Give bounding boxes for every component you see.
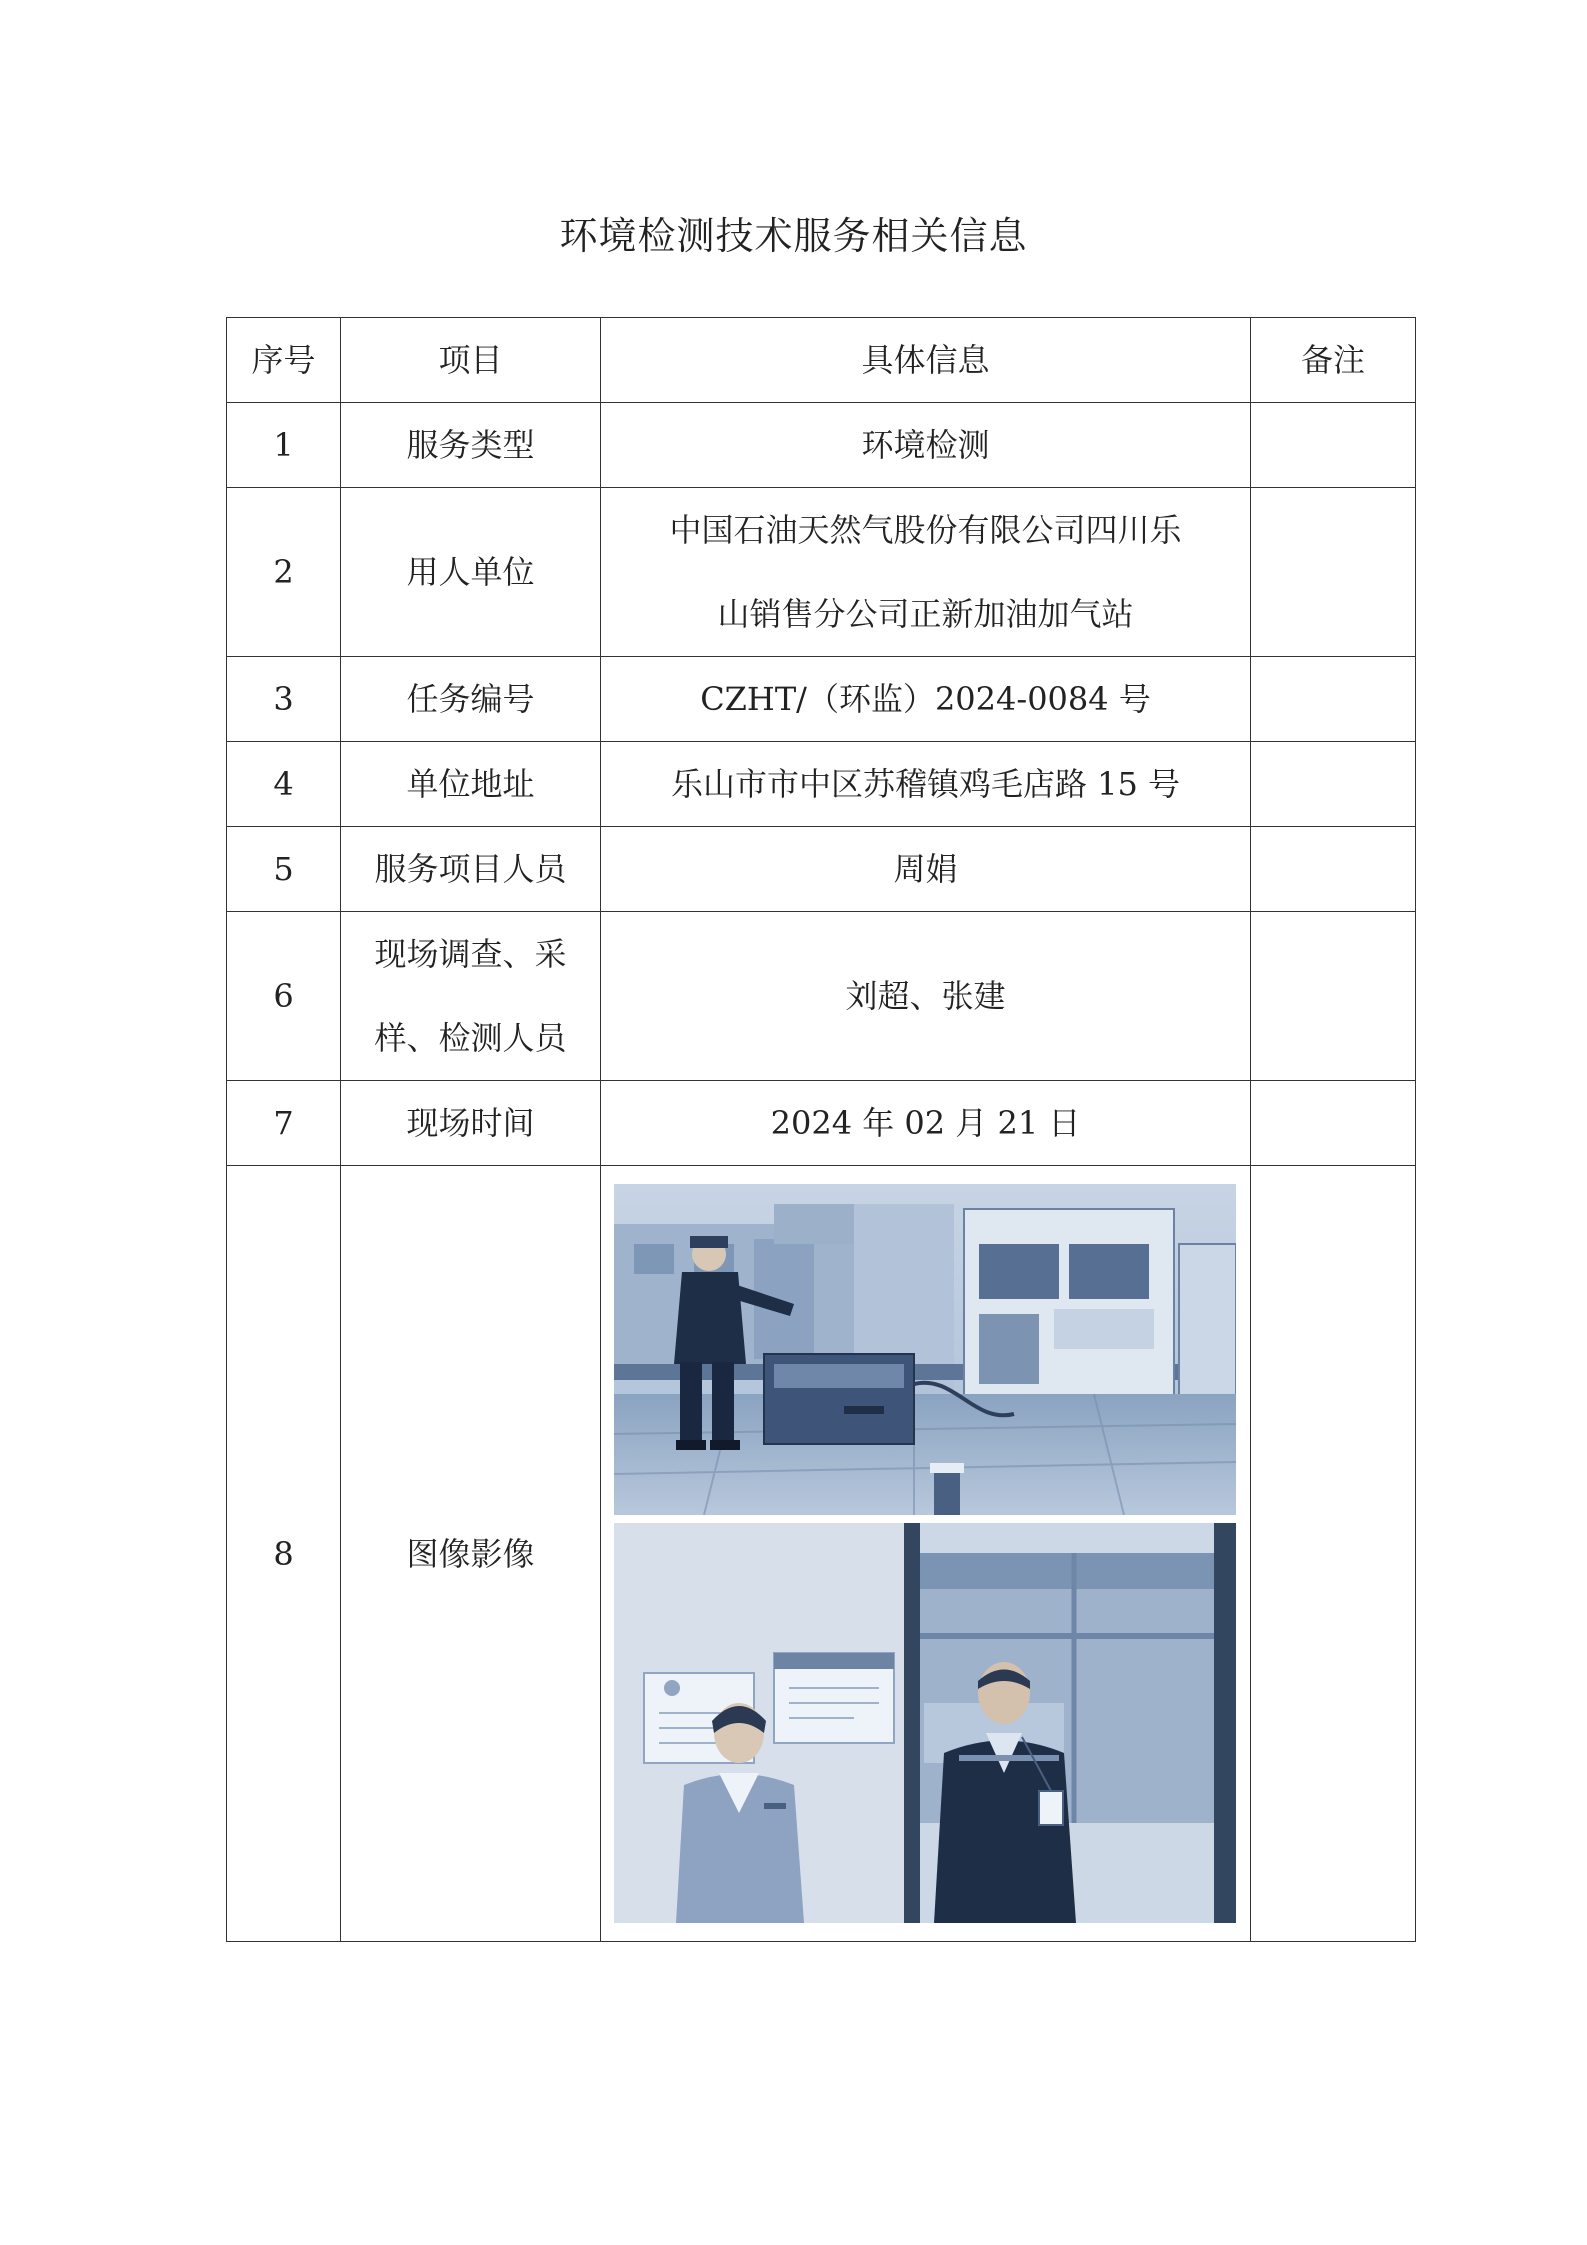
table-row bbox=[227, 488, 1416, 657]
row-info: 环境检测 bbox=[601, 403, 1251, 488]
row-number: 6 bbox=[227, 912, 341, 1081]
row-number: 4 bbox=[227, 742, 341, 827]
table-row bbox=[227, 827, 1416, 912]
row-item: 现场时间 bbox=[341, 1081, 601, 1166]
row-number: 5 bbox=[227, 827, 341, 912]
row-note bbox=[1251, 403, 1416, 488]
table-row bbox=[227, 912, 1416, 1081]
row-item bbox=[341, 912, 601, 1081]
table-row bbox=[227, 742, 1416, 827]
table-row bbox=[227, 403, 1416, 488]
row-number: 8 bbox=[227, 1166, 341, 1942]
row-item-line: 现场调查、采 bbox=[374, 935, 567, 973]
table-header-row bbox=[227, 318, 1416, 403]
row-item-line: 样、检测人员 bbox=[374, 1019, 567, 1057]
row-info: 刘超、张建 bbox=[601, 912, 1251, 1081]
row-item: 服务项目人员 bbox=[341, 827, 601, 912]
row-info: 周娟 bbox=[601, 827, 1251, 912]
table-row bbox=[227, 657, 1416, 742]
header-item: 项目 bbox=[341, 318, 601, 403]
row-number: 1 bbox=[227, 403, 341, 488]
row-info bbox=[601, 488, 1251, 657]
row-info-line: 中国石油天然气股份有限公司四川乐 bbox=[669, 511, 1182, 549]
site-photo-staff bbox=[614, 1523, 1236, 1923]
row-note bbox=[1251, 657, 1416, 742]
row-item: 任务编号 bbox=[341, 657, 601, 742]
row-note bbox=[1251, 1081, 1416, 1166]
row-note bbox=[1251, 827, 1416, 912]
row-number: 3 bbox=[227, 657, 341, 742]
site-photo-sampling bbox=[614, 1184, 1236, 1515]
table-row bbox=[227, 1081, 1416, 1166]
document-title: 环境检测技术服务相关信息 bbox=[559, 214, 1028, 258]
header-no: 序号 bbox=[227, 318, 341, 403]
row-item: 服务类型 bbox=[341, 403, 601, 488]
row-note bbox=[1251, 488, 1416, 657]
row-info: 乐山市市中区苏稽镇鸡毛店路 15 号 bbox=[601, 742, 1251, 827]
table-row bbox=[227, 1166, 1416, 1942]
row-item: 图像影像 bbox=[341, 1166, 601, 1942]
header-info: 具体信息 bbox=[601, 318, 1251, 403]
photo-cell bbox=[601, 1166, 1251, 1942]
row-info: 2024 年 02 月 21 日 bbox=[601, 1081, 1251, 1166]
row-number: 7 bbox=[227, 1081, 341, 1166]
header-note: 备注 bbox=[1251, 318, 1416, 403]
row-info: CZHT/（环监）2024-0084 号 bbox=[601, 657, 1251, 742]
row-item: 单位地址 bbox=[341, 742, 601, 827]
row-note bbox=[1251, 912, 1416, 1081]
row-item: 用人单位 bbox=[341, 488, 601, 657]
row-note bbox=[1251, 742, 1416, 827]
row-note bbox=[1251, 1166, 1416, 1942]
info-table bbox=[226, 317, 1416, 1942]
row-info-line: 山销售分公司正新加油加气站 bbox=[717, 595, 1134, 633]
row-number: 2 bbox=[227, 488, 341, 657]
